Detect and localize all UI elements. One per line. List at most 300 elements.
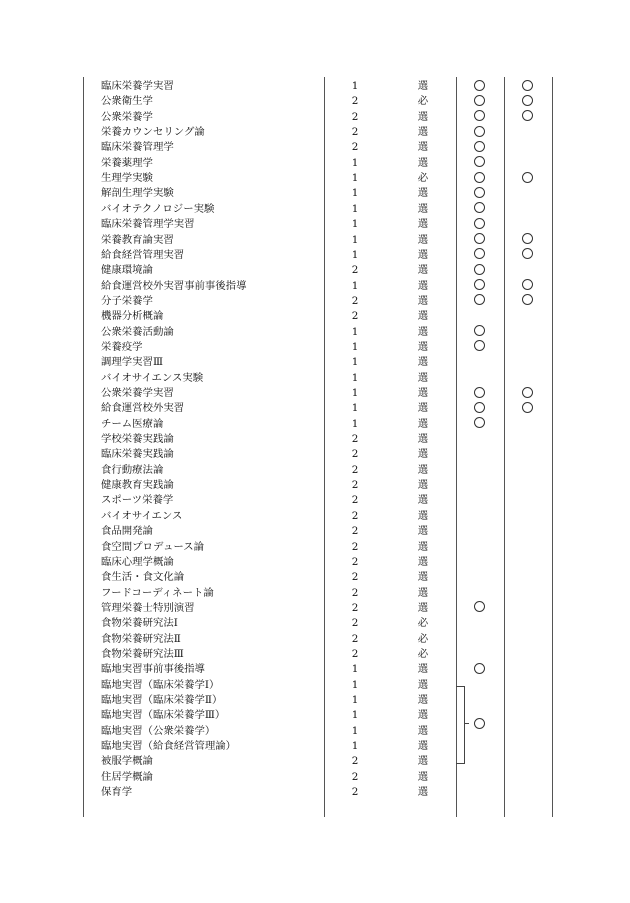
mark-column-1	[466, 186, 492, 201]
course-name: 機器分析概論	[101, 310, 164, 323]
course-name: チーム医療論	[101, 417, 164, 430]
table-row	[0, 463, 630, 478]
course-type: 選	[417, 433, 429, 446]
table-row	[0, 309, 630, 324]
course-type: 必	[417, 647, 429, 660]
course-type: 選	[417, 141, 429, 154]
mark-column-1	[466, 233, 492, 248]
table-row	[0, 325, 630, 340]
course-name: 臨地実習（臨床栄養学Ⅲ）	[101, 709, 226, 722]
credit-count: 2	[351, 586, 359, 599]
table-row	[0, 248, 630, 263]
course-name: 食生活・食文化論	[101, 571, 185, 584]
table-row	[0, 94, 630, 109]
course-type: 選	[417, 463, 429, 476]
credit-count: 1	[351, 156, 359, 169]
mark-column-1	[466, 632, 492, 647]
mark-column-2	[514, 616, 540, 631]
course-type: 選	[417, 755, 429, 768]
mark-column-2	[514, 140, 540, 155]
circle-mark-icon	[522, 95, 533, 106]
table-row	[0, 294, 630, 309]
course-type: 必	[417, 172, 429, 185]
mark-column-1	[466, 693, 492, 708]
table-row	[0, 678, 630, 693]
credit-count: 2	[351, 770, 359, 783]
mark-column-2	[514, 570, 540, 585]
course-name: 管理栄養士特別演習	[101, 601, 195, 614]
circle-mark-icon	[474, 279, 485, 290]
mark-column-1	[466, 94, 492, 109]
credit-count: 2	[351, 294, 359, 307]
credit-count: 1	[351, 279, 359, 292]
mark-column-1	[466, 601, 492, 616]
table-row	[0, 386, 630, 401]
credit-count: 1	[351, 172, 359, 185]
course-name: 臨床栄養管理学	[101, 141, 174, 154]
circle-mark-icon	[522, 80, 533, 91]
course-type: 選	[417, 233, 429, 246]
course-type: 選	[417, 356, 429, 369]
course-type: 選	[417, 448, 429, 461]
circle-mark-icon	[474, 141, 485, 152]
credit-count: 1	[351, 80, 359, 92]
course-type: 選	[417, 540, 429, 553]
circle-mark-icon	[474, 187, 485, 198]
credit-count: 1	[351, 663, 359, 676]
course-name: 食物栄養研究法Ⅲ	[101, 647, 184, 660]
table-row	[0, 156, 630, 171]
course-name: 臨地実習（公衆栄養学）	[101, 724, 216, 737]
course-name: 臨床栄養学実習	[101, 80, 174, 92]
course-type: 選	[417, 110, 429, 123]
course-type: 必	[417, 95, 429, 108]
credit-count: 2	[351, 555, 359, 568]
course-type: 選	[417, 786, 429, 799]
course-name: 臨床栄養実践論	[101, 448, 174, 461]
course-name: フードコーディネート論	[101, 586, 214, 599]
course-type: 選	[417, 740, 429, 753]
circle-mark-icon	[474, 110, 485, 121]
table-row	[0, 340, 630, 355]
circle-mark-icon	[522, 248, 533, 259]
circle-mark-icon	[522, 279, 533, 290]
mark-column-2	[514, 708, 540, 723]
course-type: 選	[417, 571, 429, 584]
mark-column-2	[514, 371, 540, 386]
credit-count: 2	[351, 509, 359, 522]
mark-column-1	[466, 785, 492, 800]
circle-mark-icon	[474, 294, 485, 305]
course-type: 選	[417, 601, 429, 614]
table-row	[0, 447, 630, 462]
credit-count: 2	[351, 110, 359, 123]
mark-column-2	[514, 202, 540, 217]
course-type: 選	[417, 202, 429, 215]
course-type: 選	[417, 340, 429, 353]
course-type: 選	[417, 294, 429, 307]
mark-column-2	[514, 586, 540, 601]
mark-column-1	[466, 110, 492, 125]
table-row	[0, 739, 630, 754]
course-name: 臨地実習事前事後指導	[101, 663, 205, 676]
mark-column-2	[514, 186, 540, 201]
course-type: 選	[417, 325, 429, 338]
course-type: 選	[417, 479, 429, 492]
course-name: 住居学概論	[101, 770, 153, 783]
credit-count: 2	[351, 433, 359, 446]
table-row	[0, 785, 630, 800]
course-name: 公衆栄養学実習	[101, 387, 174, 399]
credit-count: 2	[351, 448, 359, 461]
course-name: 解剖生理学実験	[101, 187, 174, 200]
credit-count: 1	[351, 356, 359, 369]
mark-column-2	[514, 340, 540, 355]
mark-column-1	[466, 386, 492, 401]
credit-count: 2	[351, 141, 359, 154]
course-type: 選	[417, 248, 429, 261]
mark-column-1	[466, 509, 492, 524]
circle-mark-icon	[522, 233, 533, 244]
table-row	[0, 509, 630, 524]
credit-count: 2	[351, 95, 359, 108]
circle-mark-icon	[474, 202, 485, 213]
mark-column-2	[514, 601, 540, 616]
mark-column-2	[514, 401, 540, 416]
mark-column-2	[514, 463, 540, 478]
credit-count: 1	[351, 724, 359, 737]
mark-column-1	[466, 263, 492, 278]
mark-column-2	[514, 355, 540, 370]
credit-count: 2	[351, 264, 359, 277]
mark-column-1	[466, 463, 492, 478]
course-type: 選	[417, 417, 429, 430]
table-row	[0, 110, 630, 125]
mark-column-2	[514, 417, 540, 432]
table-row	[0, 724, 630, 739]
mark-column-2	[514, 739, 540, 754]
mark-column-1	[466, 540, 492, 555]
mark-column-1	[466, 447, 492, 462]
mark-column-2	[514, 171, 540, 186]
mark-column-2	[514, 125, 540, 140]
table-row	[0, 478, 630, 493]
circle-mark-icon	[474, 387, 485, 398]
credit-count: 1	[351, 248, 359, 261]
table-row	[0, 263, 630, 278]
mark-column-2	[514, 555, 540, 570]
course-type: 選	[417, 371, 429, 384]
mark-column-1	[466, 371, 492, 386]
mark-column-2	[514, 724, 540, 739]
course-name: 臨地実習（臨床栄養学Ⅰ）	[101, 678, 220, 691]
table-row	[0, 140, 630, 155]
credit-count: 2	[351, 463, 359, 476]
mark-column-1	[466, 140, 492, 155]
credit-count: 1	[351, 202, 359, 215]
mark-column-2	[514, 386, 540, 401]
credit-count: 1	[351, 417, 359, 430]
mark-column-1	[466, 171, 492, 186]
course-name: 健康教育実践論	[101, 479, 174, 492]
circle-mark-icon	[522, 294, 533, 305]
course-name: スポーツ栄養学	[101, 494, 174, 507]
course-name: 食物栄養研究法Ⅱ	[101, 632, 181, 645]
table-row	[0, 693, 630, 708]
mark-column-2	[514, 754, 540, 769]
credit-count: 2	[351, 479, 359, 492]
course-type: 選	[417, 663, 429, 676]
course-type: 選	[417, 264, 429, 277]
course-name: 臨地実習（臨床栄養学Ⅱ）	[101, 694, 223, 706]
credit-count: 2	[351, 617, 359, 630]
mark-column-2	[514, 632, 540, 647]
course-type: 選	[417, 525, 429, 538]
mark-column-1	[466, 248, 492, 263]
mark-column-1	[466, 739, 492, 754]
mark-column-1	[466, 662, 492, 677]
practicum-group-mark	[474, 717, 485, 732]
mark-column-1	[466, 125, 492, 140]
circle-mark-icon	[474, 218, 485, 229]
circle-mark-icon	[474, 80, 485, 91]
circle-mark-icon	[474, 663, 485, 674]
course-type: 選	[417, 555, 429, 568]
course-name: 調理学実習Ⅲ	[101, 356, 163, 369]
credit-count: 2	[351, 601, 359, 614]
table-row	[0, 632, 630, 647]
course-name: 公衆栄養活動論	[101, 325, 174, 338]
course-name: 栄養薬理学	[101, 156, 153, 169]
mark-column-2	[514, 156, 540, 171]
credit-count: 2	[351, 632, 359, 645]
circle-mark-icon	[474, 126, 485, 137]
table-row	[0, 601, 630, 616]
mark-column-1	[466, 524, 492, 539]
table-row	[0, 233, 630, 248]
course-type: 選	[417, 310, 429, 323]
course-name: 食物栄養研究法Ⅰ	[101, 617, 178, 630]
mark-column-1	[466, 202, 492, 217]
mark-column-1	[466, 294, 492, 309]
mark-column-1	[466, 432, 492, 447]
credit-count: 2	[351, 571, 359, 584]
table-row	[0, 616, 630, 631]
circle-mark-icon	[474, 718, 485, 729]
credit-count: 1	[351, 694, 359, 706]
circle-mark-icon	[522, 110, 533, 121]
mark-column-2	[514, 79, 540, 94]
mark-column-2	[514, 647, 540, 662]
mark-column-2	[514, 524, 540, 539]
table-row	[0, 125, 630, 140]
credit-count: 2	[351, 755, 359, 768]
credit-count: 1	[351, 678, 359, 691]
mark-column-2	[514, 94, 540, 109]
course-name: 栄養疫学	[101, 340, 143, 353]
mark-column-2	[514, 509, 540, 524]
practicum-group-bracket	[456, 686, 465, 764]
table-row	[0, 754, 630, 769]
table-row	[0, 171, 630, 186]
mark-column-1	[466, 555, 492, 570]
table-row	[0, 371, 630, 386]
course-type: 選	[417, 494, 429, 507]
course-type: 選	[417, 709, 429, 722]
mark-column-1	[466, 770, 492, 785]
table-row	[0, 186, 630, 201]
mark-column-2	[514, 263, 540, 278]
mark-column-1	[466, 586, 492, 601]
circle-mark-icon	[522, 402, 533, 413]
course-type: 必	[417, 617, 429, 630]
credit-count: 2	[351, 540, 359, 553]
table-row	[0, 493, 630, 508]
mark-column-2	[514, 233, 540, 248]
mark-column-1	[466, 570, 492, 585]
mark-column-2	[514, 325, 540, 340]
mark-column-2	[514, 279, 540, 294]
table-row	[0, 708, 630, 723]
credit-count: 1	[351, 325, 359, 338]
course-type: 選	[417, 126, 429, 139]
table-row	[0, 662, 630, 677]
circle-mark-icon	[522, 387, 533, 398]
table-row	[0, 586, 630, 601]
credit-count: 1	[351, 402, 359, 415]
course-name: 学校栄養実践論	[101, 433, 174, 446]
course-name: 公衆衛生学	[101, 95, 153, 108]
course-type: 選	[417, 770, 429, 783]
mark-column-1	[466, 355, 492, 370]
credit-count: 2	[351, 310, 359, 323]
circle-mark-icon	[474, 340, 485, 351]
credit-count: 2	[351, 786, 359, 799]
credit-count: 1	[351, 371, 359, 384]
course-name: 食空間プロデュース論	[101, 540, 205, 553]
mark-column-2	[514, 447, 540, 462]
table-row	[0, 524, 630, 539]
course-type: 選	[417, 678, 429, 691]
mark-column-1	[466, 156, 492, 171]
circle-mark-icon	[474, 325, 485, 336]
mark-column-2	[514, 662, 540, 677]
circle-mark-icon	[474, 601, 485, 612]
mark-column-2	[514, 493, 540, 508]
mark-column-2	[514, 785, 540, 800]
credit-count: 2	[351, 647, 359, 660]
table-row	[0, 202, 630, 217]
course-type: 選	[417, 387, 429, 399]
course-name: 栄養教育論実習	[101, 233, 174, 246]
course-type: 選	[417, 80, 429, 92]
course-type: 選	[417, 694, 429, 706]
course-name: バイオサイエンス	[101, 509, 183, 522]
mark-column-2	[514, 248, 540, 263]
course-name: 臨床心理学概論	[101, 555, 174, 568]
credit-count: 2	[351, 126, 359, 139]
mark-column-1	[466, 79, 492, 94]
mark-column-2	[514, 478, 540, 493]
credit-count: 2	[351, 494, 359, 507]
circle-mark-icon	[474, 172, 485, 183]
credit-count: 1	[351, 218, 359, 231]
course-type: 選	[417, 586, 429, 599]
circle-mark-icon	[474, 264, 485, 275]
credit-count: 1	[351, 740, 359, 753]
course-name: 保育学	[101, 786, 133, 799]
course-name: 食品開発論	[101, 525, 153, 538]
table-row	[0, 417, 630, 432]
course-type: 必	[417, 632, 429, 645]
circle-mark-icon	[474, 402, 485, 413]
mark-column-2	[514, 770, 540, 785]
mark-column-1	[466, 616, 492, 631]
mark-column-2	[514, 678, 540, 693]
mark-column-2	[514, 110, 540, 125]
credit-count: 2	[351, 525, 359, 538]
credit-count: 1	[351, 187, 359, 200]
mark-column-1	[466, 417, 492, 432]
credit-count: 1	[351, 340, 359, 353]
course-name: 給食運営校外実習事前事後指導	[101, 279, 247, 292]
circle-mark-icon	[474, 248, 485, 259]
course-name: 臨床栄養管理学実習	[101, 218, 195, 231]
table-row	[0, 570, 630, 585]
mark-column-1	[466, 279, 492, 294]
mark-column-1	[466, 478, 492, 493]
table-row	[0, 279, 630, 294]
table-row	[0, 540, 630, 555]
course-name: 生理学実験	[101, 172, 153, 185]
credit-count: 1	[351, 709, 359, 722]
course-type: 選	[417, 509, 429, 522]
circle-mark-icon	[474, 156, 485, 167]
mark-column-1	[466, 217, 492, 232]
course-type: 選	[417, 402, 429, 415]
mark-column-1	[466, 754, 492, 769]
credit-count: 1	[351, 233, 359, 246]
mark-column-2	[514, 309, 540, 324]
mark-column-2	[514, 217, 540, 232]
table-row	[0, 432, 630, 447]
course-name: 健康環境論	[101, 264, 153, 277]
circle-mark-icon	[522, 172, 533, 183]
table-row	[0, 647, 630, 662]
mark-column-1	[466, 340, 492, 355]
course-type: 選	[417, 187, 429, 200]
course-name: バイオサイエンス実験	[101, 371, 204, 384]
mark-column-1	[466, 647, 492, 662]
mark-column-1	[466, 678, 492, 693]
course-name: 食行動療法論	[101, 463, 164, 476]
course-name: 臨地実習（給食経営管理論）	[101, 740, 237, 753]
course-name: 給食運営校外実習	[101, 402, 185, 415]
table-row	[0, 217, 630, 232]
course-type: 選	[417, 724, 429, 737]
course-name: 公衆栄養学	[101, 110, 153, 123]
mark-column-2	[514, 540, 540, 555]
course-name: 栄養カウンセリング論	[101, 126, 205, 139]
table-row	[0, 355, 630, 370]
mark-column-1	[466, 309, 492, 324]
mark-column-2	[514, 693, 540, 708]
table-row	[0, 401, 630, 416]
mark-column-2	[514, 294, 540, 309]
practicum-group-bracket-tick	[464, 723, 469, 724]
mark-column-1	[466, 401, 492, 416]
course-type: 選	[417, 218, 429, 231]
